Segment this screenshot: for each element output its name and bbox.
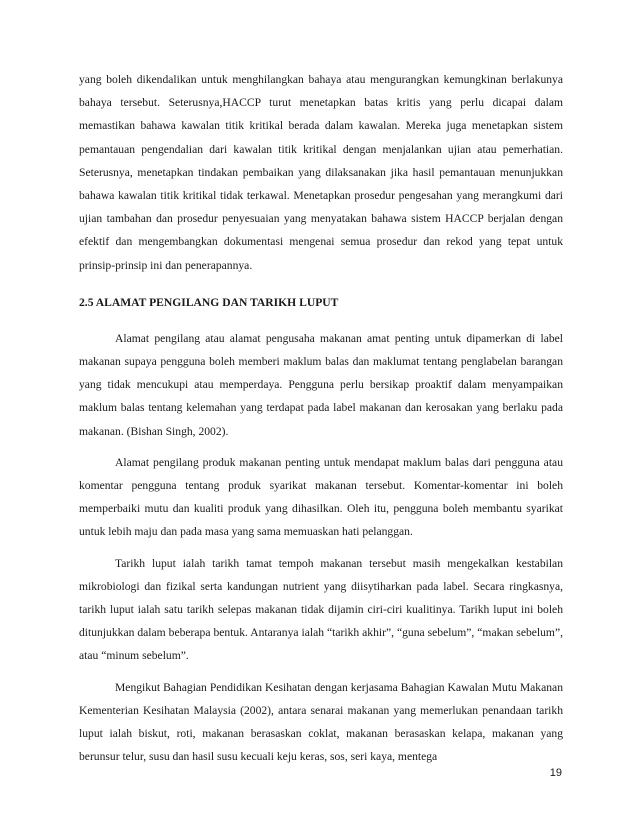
page-number: 19 (549, 767, 562, 779)
paragraph-manufacturer-address: Alamat pengilang atau alamat pengusaha makanan amat penting untuk dipamerkan di label makanan supaya pengguna boleh memberi maklum balas dan maklumat tentang penglabelan barangan yang tidak mencukupi atau memperdaya. Pengguna perlu bersikap proaktif dalam menyampaikan maklum balas tentang kelemahan yang terdapat pada label makanan dan kerosakan yang berlaku pada makanan. (Bishan Singh, 2002). (79, 331, 563, 438)
paragraph-food-list: Mengikut Bahagian Pendidikan Kesihatan dengan kerjasama Bahagian Kawalan Mutu Makanan Kementerian Kesihatan Malaysia (2002), antara senarai makanan yang memerlukan penandaan tarikh luput ialah biskut, roti, makanan berasaskan coklat, makanan berasaskan kelapa, makanan yang berunsur telur, susu dan hasil susu kecuali keju keras, sos, seri kaya, mentega (79, 680, 563, 764)
paragraph-consumer-feedback: Alamat pengilang produk makanan penting untuk mendapat maklum balas dari pengguna atau komentar pengguna tentang produk syarikat makanan tersebut. Komentar-komentar ini boleh memperbaiki mutu dan kualiti produk yang dihasilkan. Oleh itu, pengguna boleh membantu syarikat untuk lebih maju dan pada masa yang sama memuaskan hati pelanggan. (79, 455, 563, 539)
section-heading: 2.5 ALAMAT PENGILANG DAN TARIKH LUPUT (79, 295, 339, 309)
document-page (79, 68, 563, 768)
continuation-paragraph: yang boleh dikendalikan untuk menghilangkan bahaya atau mengurangkan kemungkinan berlakunya bahaya tersebut. Seterusnya,HACCP turut menetapkan batas kritis yang perlu dicapai dalam memastikan bahawa kawalan titik kritikal berada dalam kawalan. Mereka juga menetapkan sistem pemantauan pengendalian dari kawalan titik kritikal dengan menjalankan ujian atau pemerhatian. Seterusnya, menetapkan tindakan pembaikan yang dilaksanakan jika hasil pemantauan menunjukkan bahawa kawalan titik kritikal tidak terkawal. Menetapkan prosedur pengesahan yang merangkumi dari ujian tambahan dan prosedur penyesuaian yang menyatakan bahawa sistem HACCP berjalan dengan efektif dan mengembangkan dokumentasi mengenai semua prosedur dan rekod yang tepat untuk prinsip-prinsip ini dan penerapannya. (79, 73, 563, 272)
paragraph-expiry-date: Tarikh luput ialah tarikh tamat tempoh makanan tersebut masih mengekalkan kestabilan mikrobiologi dan fizikal serta kandungan nutrient yang diisytiharkan pada label. Secara ringkasnya, tarikh luput ialah satu tarikh selepas makanan tidak dijamin ciri-ciri kualitinya. Tarikh luput ini boleh ditunjukkan dalam beberapa bentuk. Antaranya ialah “tarikh akhir”, “guna sebelum”, “makan sebelum”, atau “minum sebelum”. (79, 556, 563, 663)
